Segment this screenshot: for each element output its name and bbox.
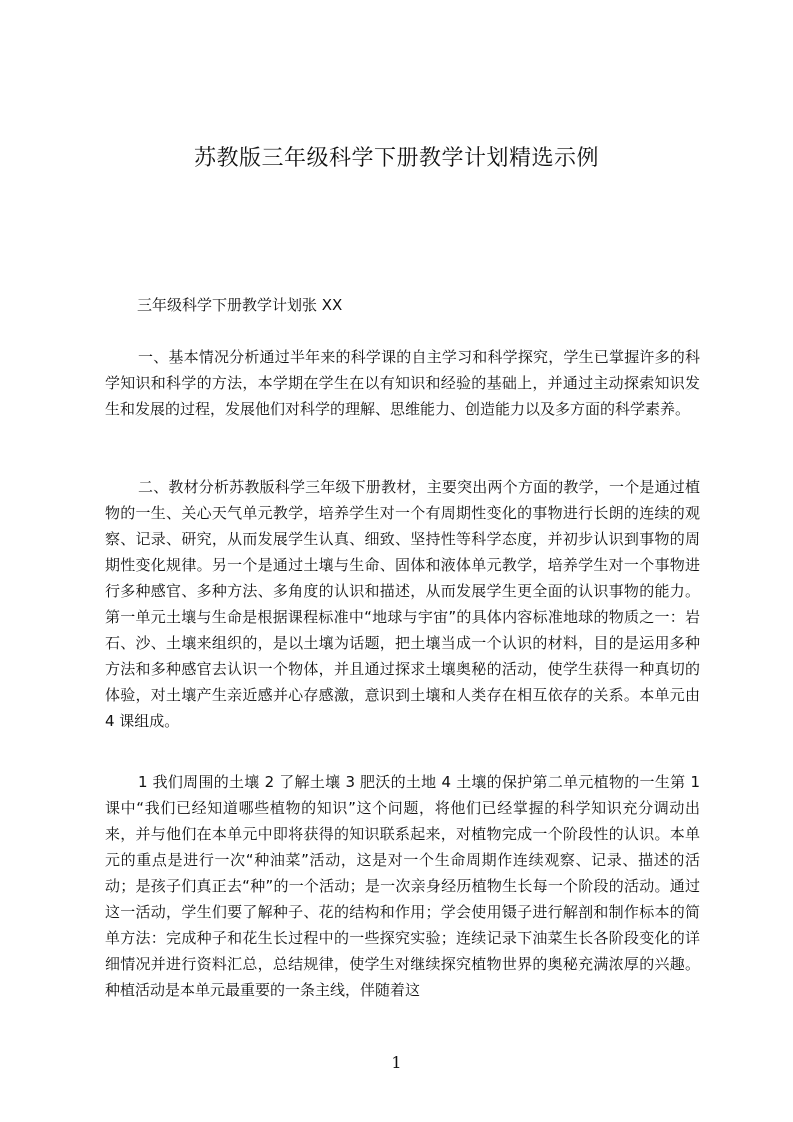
paragraph-textbook-analysis: 二、教材分析苏教版科学三年级下册教材，主要突出两个方面的教学，一个是通过植物的一生、关心天气单元教学，培养学生对一个有周期性变化的事物进行长朗的连续的观察、记录、研究，从而发展学生认真、细致、坚持性等科学态度，并初步认识到事物的周期性变化规律。另一个是通过土壤与生命、固体和液体单元教学，培养学生对一个事物进行多种感官、多种方法、多角度的认识和描述，从而发展学生更全面的认识事物的能力。第一单元土壤与生命是根据课程标准中“地球与宇宙”的具体内容标准地球的物质之一：岩石、沙、土壤来组织的，是以土壤为话题，把土壤当成一个认识的材料，目的是运用多种方法和多种感官去认识一个物体，并且通过探求土壤奥秘的活动，使学生获得一种真切的体验，对土壤产生亲近感并心存感激，意识到土壤和人类存在相互依存的关系。本单元由 4 课组成。 [105, 478, 700, 730]
document-title: 苏教版三年级科学下册教学计划精选示例 [193, 146, 599, 171]
paragraph-basic-analysis: 一、基本情况分析通过半年来的科学课的自主学习和科学探究，学生已掌握许多的科学知识和科学的方法，本学期在学生在以有知识和经验的基础上，并通过主动探索知识发生和发展的过程，发展他们对科学的理解、思维能力、创造能力以及多方面的科学素养。 [105, 348, 700, 418]
page-number: 1 [391, 1053, 402, 1072]
paragraph-unit-lessons: 1 我们周围的土壤 2 了解土壤 3 肥沃的土地 4 土壤的保护第二单元植物的一生第 1 课中“我们已经知道哪些植物的知识”这个问题，将他们已经掌握的科学知识充分调动出来，并与他们在本单元中即将获得的知识联系起来，对植物完成一个阶段性的认识。本单元的重点是进行一次“种油菜”活动，这是对一个生命周期作连续观察、记录、描述的活动；是孩子们真正去“种”的一个活动；是一次亲身经历植物生长每一个阶段的活动。通过这一活动，学生们要了解种子、花的结构和作用；学会使用镊子进行解剖和制作标本的简单方法：完成种子和花生长过程中的一些探究实验；连续记录下油菜生长各阶段变化的详细情况并进行资料汇总，总结规律，使学生对继续探究植物世界的奥秘充满浓厚的兴趣。种植活动是本单元最重要的一条主线，伴随着这 [105, 773, 700, 999]
plan-subheading: 三年级科学下册教学计划张 XX [137, 296, 343, 314]
